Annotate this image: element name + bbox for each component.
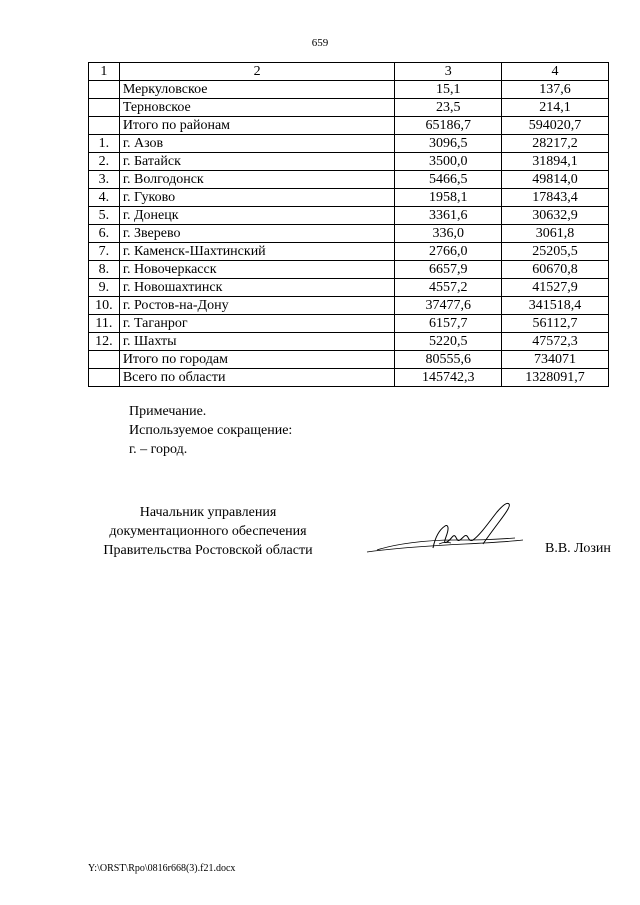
row-name-cell: г. Шахты xyxy=(119,333,395,351)
table-row xyxy=(89,99,609,117)
row-name-cell: Меркуловское xyxy=(119,81,395,99)
signatory-title-line: Правительства Ростовской области xyxy=(103,543,313,558)
row-number-cell xyxy=(89,351,120,369)
row-number-cell: 3. xyxy=(89,171,120,189)
table-row xyxy=(89,117,609,135)
row-value4-cell: 734071 xyxy=(502,351,609,369)
table-row xyxy=(89,189,609,207)
row-value3-cell: 15,1 xyxy=(395,81,502,99)
row-number-cell: 1. xyxy=(89,135,120,153)
row-value3-cell: 23,5 xyxy=(395,99,502,117)
row-name-cell: г. Зверево xyxy=(119,225,395,243)
table-row xyxy=(89,351,609,369)
header-cell-1: 1 xyxy=(89,63,120,81)
row-value3-cell: 336,0 xyxy=(395,225,502,243)
row-name-cell: г. Азов xyxy=(119,135,395,153)
row-name-cell: г. Новошахтинск xyxy=(119,279,395,297)
row-value3-cell: 3361,6 xyxy=(395,207,502,225)
header-cell-2: 2 xyxy=(119,63,395,81)
row-name-cell: г. Новочеркасск xyxy=(119,261,395,279)
row-value4-cell: 594020,7 xyxy=(502,117,609,135)
header-cell-3: 3 xyxy=(395,63,502,81)
signer-name: В.В. Лозин xyxy=(545,541,611,556)
row-value4-cell: 25205,5 xyxy=(502,243,609,261)
row-name-cell: г. Гуково xyxy=(119,189,395,207)
row-value4-cell: 1328091,7 xyxy=(502,369,609,387)
row-value4-cell: 214,1 xyxy=(502,99,609,117)
table-row xyxy=(89,81,609,99)
row-value4-cell: 17843,4 xyxy=(502,189,609,207)
row-value3-cell: 5220,5 xyxy=(395,333,502,351)
row-value3-cell: 65186,7 xyxy=(395,117,502,135)
row-number-cell: 6. xyxy=(89,225,120,243)
table-row xyxy=(89,135,609,153)
row-number-cell: 5. xyxy=(89,207,120,225)
table-row xyxy=(89,225,609,243)
file-path: Y:\ORST\Rpo\0816r668(3).f21.docx xyxy=(88,863,236,874)
row-value3-cell: 5466,5 xyxy=(395,171,502,189)
row-number-cell: 8. xyxy=(89,261,120,279)
signatory-title-line: документационного обеспечения xyxy=(109,524,307,539)
row-value3-cell: 3500,0 xyxy=(395,153,502,171)
row-name-cell: Терновское xyxy=(119,99,395,117)
row-number-cell xyxy=(89,81,120,99)
row-number-cell xyxy=(89,99,120,117)
row-value3-cell: 4557,2 xyxy=(395,279,502,297)
row-name-cell: г. Ростов-на-Дону xyxy=(119,297,395,315)
row-value4-cell: 3061,8 xyxy=(502,225,609,243)
row-value3-cell: 3096,5 xyxy=(395,135,502,153)
note-line: Используемое сокращение: xyxy=(129,423,293,438)
row-number-cell: 4. xyxy=(89,189,120,207)
row-name-cell: г. Таганрог xyxy=(119,315,395,333)
table-header-row xyxy=(89,63,609,81)
row-number-cell xyxy=(89,369,120,387)
row-value3-cell: 2766,0 xyxy=(395,243,502,261)
row-value4-cell: 60670,8 xyxy=(502,261,609,279)
row-number-cell: 11. xyxy=(89,315,120,333)
row-value4-cell: 31894,1 xyxy=(502,153,609,171)
row-name-cell: Итого по районам xyxy=(119,117,395,135)
row-number-cell: 7. xyxy=(89,243,120,261)
row-number-cell: 12. xyxy=(89,333,120,351)
row-value4-cell: 30632,9 xyxy=(502,207,609,225)
row-value4-cell: 137,6 xyxy=(502,81,609,99)
header-cell-4: 4 xyxy=(502,63,609,81)
handwritten-signature xyxy=(365,500,525,560)
row-number-cell: 9. xyxy=(89,279,120,297)
row-value3-cell: 80555,6 xyxy=(395,351,502,369)
table-row xyxy=(89,297,609,315)
row-number-cell: 10. xyxy=(89,297,120,315)
row-value4-cell: 341518,4 xyxy=(502,297,609,315)
table-row xyxy=(89,369,609,387)
row-value4-cell: 47572,3 xyxy=(502,333,609,351)
row-value3-cell: 145742,3 xyxy=(395,369,502,387)
row-number-cell xyxy=(89,117,120,135)
row-value3-cell: 6657,9 xyxy=(395,261,502,279)
note-line: г. – город. xyxy=(129,442,188,457)
row-name-cell: г. Батайск xyxy=(119,153,395,171)
note-block xyxy=(129,402,292,459)
table-row xyxy=(89,315,609,333)
table-row xyxy=(89,171,609,189)
row-value3-cell: 6157,7 xyxy=(395,315,502,333)
signatory-title xyxy=(88,503,328,560)
row-value3-cell: 1958,1 xyxy=(395,189,502,207)
note-title: Примечание. xyxy=(129,404,207,419)
signatory-title-line: Начальник управления xyxy=(139,505,277,520)
row-value4-cell: 28217,2 xyxy=(502,135,609,153)
row-number-cell: 2. xyxy=(89,153,120,171)
row-name-cell: г. Волгодонск xyxy=(119,171,395,189)
row-value4-cell: 56112,7 xyxy=(502,315,609,333)
row-name-cell: Итого по городам xyxy=(119,351,395,369)
row-name-cell: г. Донецк xyxy=(119,207,395,225)
row-value4-cell: 41527,9 xyxy=(502,279,609,297)
table-row xyxy=(89,153,609,171)
table-row xyxy=(89,279,609,297)
table-row xyxy=(89,261,609,279)
row-name-cell: г. Каменск-Шахтинский xyxy=(119,243,395,261)
row-name-cell: Всего по области xyxy=(119,369,395,387)
row-value4-cell: 49814,0 xyxy=(502,171,609,189)
data-table xyxy=(88,62,609,387)
row-value3-cell: 37477,6 xyxy=(395,297,502,315)
page-number: 659 xyxy=(311,37,329,49)
table-row xyxy=(89,207,609,225)
table-row xyxy=(89,243,609,261)
table-row xyxy=(89,333,609,351)
